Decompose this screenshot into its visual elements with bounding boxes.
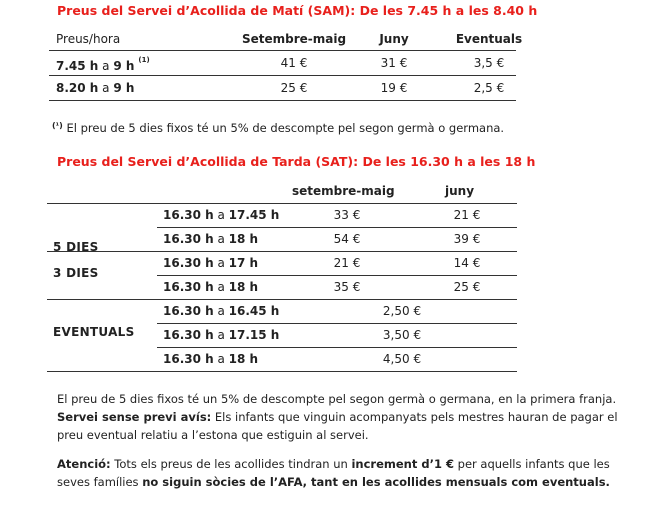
time-range: 16.30 h a 17.45 h <box>163 208 280 222</box>
attention-increment: increment d’1 € <box>351 457 454 471</box>
attention-text: per aquells infants que les seves famílies <box>57 457 610 489</box>
discount-and-notice-paragraph <box>57 390 637 444</box>
table-row <box>157 227 517 251</box>
col-header-eventuals: Eventuals <box>455 32 523 46</box>
group-label: 5 DIES <box>53 240 99 254</box>
price-juny: 25 € <box>453 280 481 294</box>
footnote-ref: (1) <box>138 56 150 64</box>
sam-title: Preus del Servei d’Acollida de Matí (SAM): De les 7.45 h a les 8.40 h <box>57 3 538 18</box>
sam-header-row <box>49 28 523 51</box>
price-setembre-maig: 54 € <box>333 232 361 246</box>
time-range: 16.30 h a 18 h <box>163 232 259 246</box>
table-row <box>157 300 517 323</box>
table-row <box>157 275 517 299</box>
footnote-mark: (¹) <box>52 121 63 130</box>
price-eventual: 3,50 € <box>382 328 422 342</box>
table-row <box>49 51 516 76</box>
price-juny: 14 € <box>453 256 481 270</box>
table-row <box>157 204 517 227</box>
time-range: 16.30 h a 18 h <box>163 280 259 294</box>
col-header-preus-hora: Preus/hora <box>56 32 121 46</box>
notice-label: Servei sense previ avís: <box>57 410 212 424</box>
time-range: 16.30 h a 17.15 h <box>163 328 280 342</box>
notice-text: Els infants que vinguin acompanyats pels mestres hauran de pagar el preu eventual relatiu a l’estona que estiguin al servei. <box>57 410 618 442</box>
price-juny: 31 € <box>380 56 408 70</box>
sam-price-table <box>49 28 523 101</box>
col-header-juny: Juny <box>379 32 409 46</box>
time-range: 16.30 h a 17 h <box>163 256 259 270</box>
price-eventuals: 3,5 € <box>473 56 505 70</box>
col-header-setembre-maig: Setembre-maig <box>241 32 347 46</box>
group-3-dies <box>47 252 517 300</box>
price-setembre-maig: 35 € <box>333 280 361 294</box>
col-header-setembre-maig: setembre-maig <box>292 184 395 198</box>
price-setembre-maig: 41 € <box>280 56 308 70</box>
price-juny: 21 € <box>453 208 481 222</box>
price-juny: 39 € <box>453 232 481 246</box>
sat-header-row <box>47 180 517 204</box>
sat-title: Preus del Servei d’Acollida de Tarda (SAT): De les 16.30 h a les 18 h <box>57 154 536 169</box>
time-range: 7.45 h a 9 h $^{(1)}$ <box>56 56 150 73</box>
sat-price-table <box>47 180 517 372</box>
discount-text: El preu de 5 dies fixos té un 5% de descompte pel segon germà o germana, en la primera franja. <box>57 392 617 406</box>
sam-footnote <box>52 121 504 135</box>
price-setembre-maig: 25 € <box>280 81 308 95</box>
table-row <box>49 76 516 101</box>
footnote-text: El preu de 5 dies fixos té un 5% de descompte pel segon germà o germana. <box>62 121 505 135</box>
attention-paragraph <box>57 455 637 491</box>
time-range: 16.30 h a 18 h <box>163 352 259 366</box>
group-5-dies <box>47 204 517 252</box>
col-header-juny: juny <box>445 184 475 198</box>
price-eventual: 2,50 € <box>382 304 422 318</box>
price-juny: 19 € <box>380 81 408 95</box>
attention-text: Tots els preus de les acollides tindran un <box>110 457 352 471</box>
table-row <box>157 323 517 347</box>
attention-membership: no siguin sòcies de l’AFA, tant en les acollides mensuals com eventuals. <box>142 475 610 489</box>
price-setembre-maig: 21 € <box>333 256 361 270</box>
price-eventuals: 2,5 € <box>473 81 505 95</box>
time-range: 16.30 h a 16.45 h <box>163 304 280 318</box>
price-eventual: 4,50 € <box>382 352 422 366</box>
group-label: EVENTUALS <box>53 325 135 339</box>
price-setembre-maig: 33 € <box>333 208 361 222</box>
group-label: 3 DIES <box>53 266 99 280</box>
table-row <box>157 347 517 371</box>
time-range: 8.20 h a 9 h <box>56 81 135 95</box>
table-row <box>157 252 517 275</box>
attention-label: Atenció: <box>57 457 111 471</box>
group-eventuals <box>47 300 517 372</box>
